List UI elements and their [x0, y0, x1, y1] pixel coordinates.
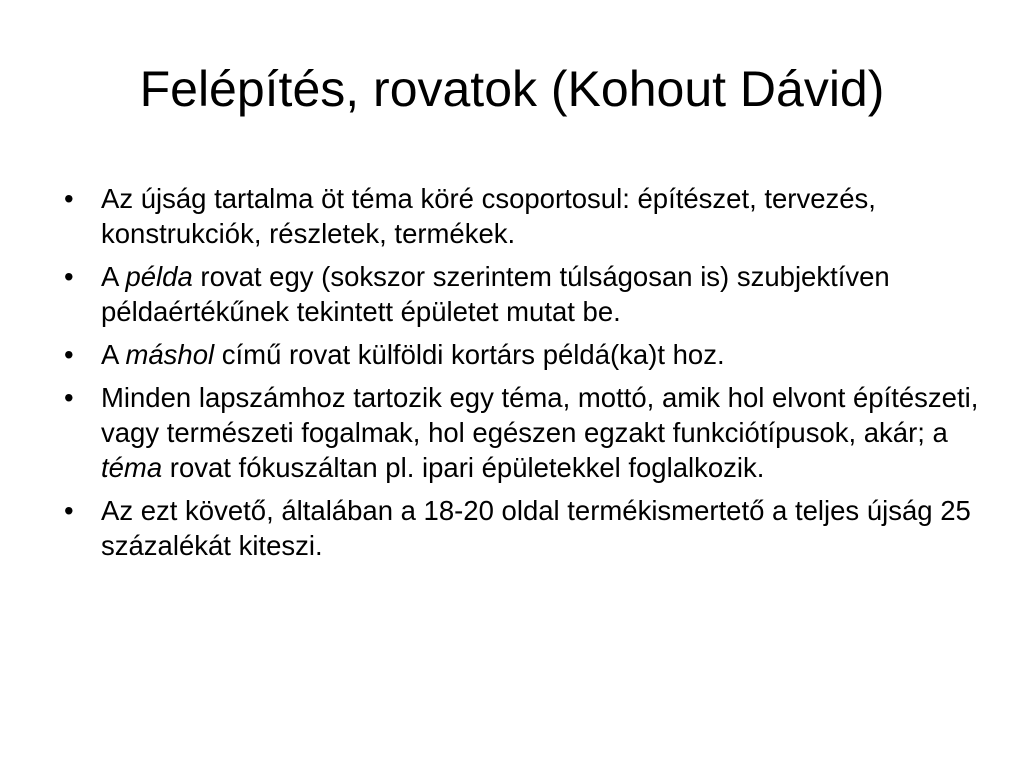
bullet-item [64, 181, 984, 251]
bullet-text-segment: című rovat külföldi kortárs példá(ka)t hoz. [214, 339, 725, 370]
bullet-dot-icon: • [64, 382, 74, 413]
bullet-dot-icon: • [64, 183, 74, 214]
bullet-dot-icon: • [64, 261, 74, 292]
bullet-emphasis: téma [101, 452, 163, 483]
bullet-text [101, 183, 876, 249]
bullet-dot-icon: • [64, 495, 74, 526]
bullet-text-segment: A [101, 339, 126, 370]
bullet-item [64, 337, 984, 372]
bullet-text [101, 339, 725, 370]
bullet-text-segment: Az újság tartalma öt téma köré csoportosul: építészet, tervezés, konstrukciók, részletek, termékek. [101, 183, 876, 249]
bullet-list [64, 181, 984, 571]
bullet-text-segment: Minden lapszámhoz tartozik egy téma, mottó, amik hol elvont építészeti, vagy természeti fogalmak, hol egészen egzakt funkciótípusok, akár; a [101, 382, 979, 448]
bullet-text [101, 382, 978, 483]
bullet-dot-icon: • [64, 339, 74, 370]
bullet-text-segment: rovat fókuszáltan pl. ipari épületekkel foglalkozik. [162, 452, 765, 483]
bullet-text-segment: A [101, 261, 126, 292]
bullet-item [64, 493, 984, 563]
bullet-item [64, 380, 984, 485]
slide-title: Felépítés, rovatok (Kohout Dávid) [139, 61, 885, 117]
bullet-emphasis: példa [125, 261, 193, 292]
bullet-text-segment: rovat egy (sokszor szerintem túlságosan is) szubjektíven példaértékűnek tekintett épületet mutat be. [101, 261, 890, 327]
bullet-item [64, 259, 984, 329]
bullet-emphasis: máshol [125, 339, 215, 370]
bullet-text [101, 261, 890, 327]
bullet-text-segment: Az ezt követő, általában a 18-20 oldal termékismertető a teljes újság 25 százalékát kiteszi. [101, 495, 971, 561]
bullet-text [101, 495, 971, 561]
